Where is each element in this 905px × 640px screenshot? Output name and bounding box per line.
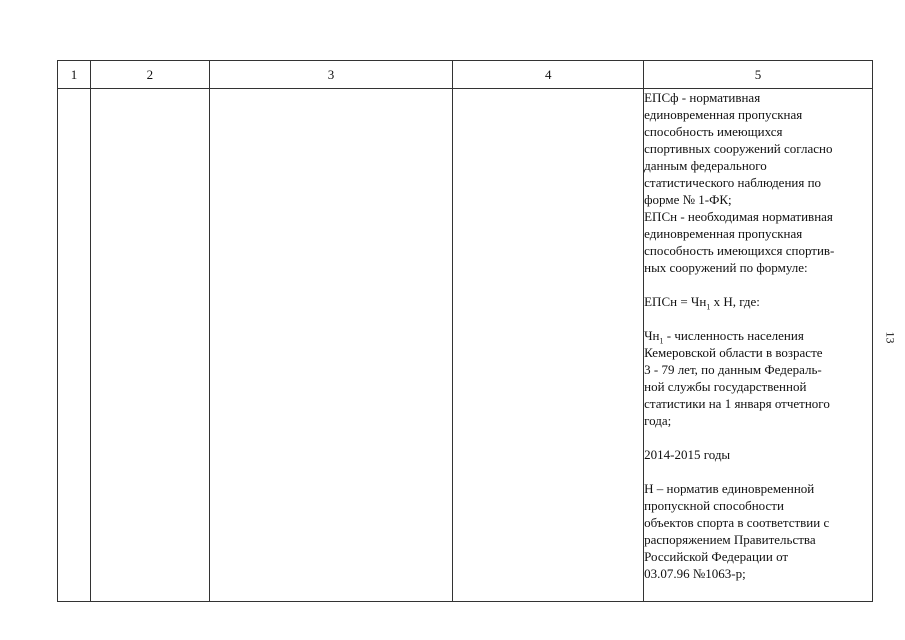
years-label: 2014-2015 годы bbox=[644, 447, 731, 462]
col-header-2: 2 bbox=[91, 61, 209, 89]
formula bbox=[644, 293, 872, 310]
col-header-4: 4 bbox=[453, 61, 644, 89]
page-number: 13 bbox=[883, 331, 898, 344]
definition-epsn: ЕПСн - необходимая нормативная единовременная пропускная способность имеющихся спортив- ных сооружений по формуле: bbox=[644, 209, 835, 275]
definition-epsf: ЕПСф - нормативная единовременная пропускная способность имеющихся спортивных сооружений согласно данным федерального статистического наблюдения по форме № 1-ФК; bbox=[644, 90, 833, 207]
cell-col-3 bbox=[209, 89, 453, 602]
table-row bbox=[58, 89, 873, 602]
cell-col-5 bbox=[644, 89, 873, 602]
header-row bbox=[58, 61, 873, 89]
formula-part-b: х Н, где: bbox=[710, 294, 760, 309]
col-header-5: 5 bbox=[644, 61, 873, 89]
data-table bbox=[57, 60, 873, 602]
definition-chn1 bbox=[644, 327, 872, 429]
cell-col-4 bbox=[453, 89, 644, 602]
cell-col-2 bbox=[91, 89, 209, 602]
cell-col-1 bbox=[58, 89, 91, 602]
chn1-subscript: 1 bbox=[659, 336, 664, 346]
chn1-symbol: Чн bbox=[644, 328, 660, 343]
definition-n: Н – норматив единовременной пропускной способности объектов спорта в соответствии с распоряжением Правительства Российской Федерации от 03.07.96 №1063-р; bbox=[644, 481, 830, 581]
formula-part-a: ЕПСн = Чн bbox=[644, 294, 707, 309]
col-header-1: 1 bbox=[58, 61, 91, 89]
chn1-text: - численность населения Кемеровской области в возрасте 3 - 79 лет, по данным Федераль- ной службы государственной статистики на 1 января отчетного года; bbox=[644, 328, 830, 428]
formula-subscript: 1 bbox=[706, 302, 711, 312]
col-header-3: 3 bbox=[209, 61, 453, 89]
